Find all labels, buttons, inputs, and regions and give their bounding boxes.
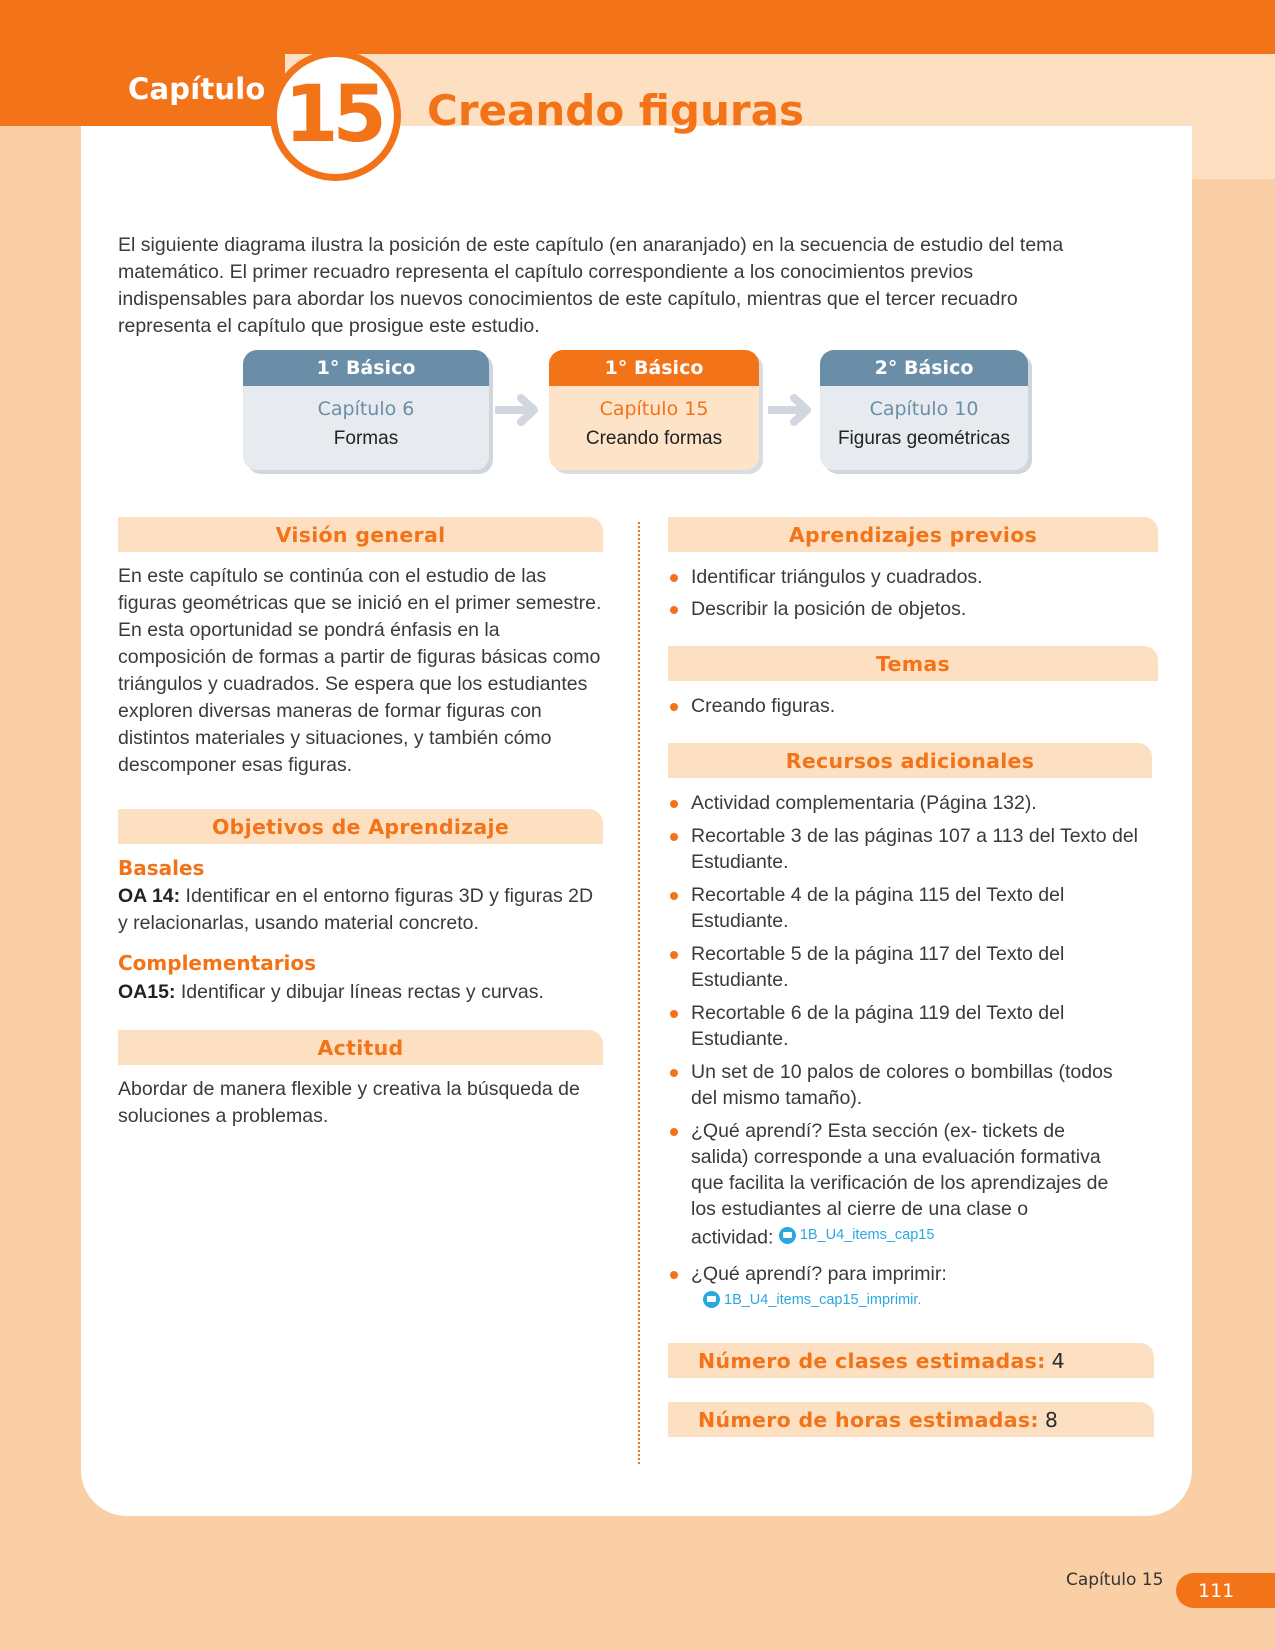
diagram-box-chapter: Capítulo 10 <box>869 398 979 420</box>
diagram-box-name: Creando formas <box>585 428 723 449</box>
folder-icon <box>779 1227 796 1244</box>
bullet-icon <box>670 1010 678 1018</box>
oa14-description: Identificar en el entorno figuras 3D y figuras 2D y relacionarlas, usando material concreto. <box>118 885 594 934</box>
intro-paragraph: El siguiente diagrama ilustra la posición de este capítulo (en anaranjado) en la secuencia de estudio del tema matemático. El primer recuadro representa el capítulo correspondiente a los conocimientos previos indispensables para abordar los nuevos conocimientos de este capítulo, mientras que el tercer recuadro representa el capítulo que prosigue este estudio. <box>118 234 1064 337</box>
basales-heading: Basales <box>118 856 205 880</box>
arrow-right-icon <box>768 393 814 427</box>
file-link-items-cap15-imprimir[interactable]: 1B_U4_items_cap15_imprimir. <box>703 1287 921 1313</box>
clases-label: Número de clases estimadas: <box>698 1348 1046 1373</box>
oa15-description: Identificar y dibujar líneas rectas y curvas. <box>175 981 544 1003</box>
clases-value: 4 <box>1051 1348 1065 1373</box>
section-header-recursos: Recursos adicionales <box>668 743 1152 778</box>
bullet-icon <box>670 892 678 900</box>
list-item: ¿Qué aprendí? Esta sección (ex- tickets de salida) corresponde a una evaluación formativa que facilita la verificación de los aprendizajes de los estudiantes al cierre de una clase o actividad: 1B_U4_items_cap15 <box>668 1118 1168 1251</box>
diagram-box-level: 2° Básico <box>820 350 1028 386</box>
oa15-label: OA15: <box>118 981 176 1003</box>
actitud-text: Abordar de manera flexible y creativa la búsqueda de soluciones a problemas. <box>118 1078 580 1127</box>
bullet-icon <box>670 1271 678 1279</box>
previos-list <box>668 564 1158 622</box>
bullet-icon <box>670 574 678 582</box>
list-item: Recortable 4 de la página 115 del Texto del Estudiante. <box>668 882 1168 934</box>
list-item: Actividad complementaria (Página 132). <box>668 790 1168 816</box>
list-item: ¿Qué aprendí? para imprimir: 1B_U4_items_cap15_imprimir. <box>668 1261 1168 1316</box>
bullet-icon <box>670 1069 678 1077</box>
bullet-icon <box>670 1128 678 1136</box>
diagram-box-previous <box>243 350 489 470</box>
bullet-icon <box>670 703 678 711</box>
section-header-actitud: Actitud <box>118 1030 603 1065</box>
list-item: Recortable 3 de las páginas 107 a 113 del Texto del Estudiante. <box>668 823 1168 875</box>
clases-estimadas <box>668 1343 1154 1378</box>
section-header-temas: Temas <box>668 646 1158 681</box>
bullet-icon <box>670 833 678 841</box>
horas-estimadas <box>668 1402 1154 1437</box>
list-item: Identificar triángulos y cuadrados. <box>668 564 1158 590</box>
diagram-box-level: 1° Básico <box>243 350 489 386</box>
list-item: Recortable 6 de la página 119 del Texto del Estudiante. <box>668 1000 1168 1052</box>
diagram-box-level: 1° Básico <box>549 350 759 386</box>
bullet-icon <box>670 800 678 808</box>
section-header-vision: Visión general <box>118 517 603 552</box>
list-item: Describir la posición de objetos. <box>668 596 1158 622</box>
section-header-previos: Aprendizajes previos <box>668 517 1158 552</box>
recursos-list <box>668 790 1168 1315</box>
chapter-word: Capítulo <box>128 72 266 106</box>
list-item: Recortable 5 de la página 117 del Texto del Estudiante. <box>668 941 1168 993</box>
diagram-box-current <box>549 350 759 470</box>
bullet-icon <box>670 606 678 614</box>
diagram-box-next <box>820 350 1028 470</box>
temas-list <box>668 693 1158 719</box>
oa15-text <box>118 979 603 1006</box>
horas-value: 8 <box>1044 1407 1059 1432</box>
section-header-objetivos: Objetivos de Aprendizaje <box>118 809 603 844</box>
oa14-text <box>118 883 603 937</box>
column-divider <box>638 522 640 1464</box>
arrow-right-icon <box>495 393 541 427</box>
list-item: Un set de 10 palos de colores o bombillas (todos del mismo tamaño). <box>668 1059 1168 1111</box>
diagram-box-chapter: Capítulo 6 <box>317 398 415 420</box>
complementarios-heading: Complementarios <box>118 951 317 975</box>
page-number: 111 <box>1198 1579 1235 1602</box>
file-link-items-cap15[interactable]: 1B_U4_items_cap15 <box>779 1222 935 1248</box>
header-band-orange <box>0 0 1275 54</box>
page-number-badge <box>1176 1573 1275 1608</box>
vision-text: En este capítulo se continúa con el estudio de las figuras geométricas que se inició en el primer semestre. En esta oportunidad se pondrá énfasis en la composición de formas a partir de figuras básicas como triángulos y cuadrados. Se espera que los estudiantes exploren diversas maneras de formar figuras con distintos materiales y situaciones, y también cómo descomponer esas figuras. <box>118 565 602 776</box>
folder-icon <box>703 1291 720 1308</box>
chapter-number-badge <box>270 50 401 181</box>
page-title: Creando figuras <box>427 86 804 135</box>
diagram-box-name: Formas <box>333 428 399 449</box>
chapter-number: 15 <box>284 69 381 160</box>
oa14-label: OA 14: <box>118 885 181 907</box>
bullet-icon <box>670 951 678 959</box>
diagram-box-name: Figuras geométricas <box>837 428 1011 449</box>
list-item: Creando figuras. <box>668 693 1158 719</box>
diagram-box-chapter: Capítulo 15 <box>599 398 709 420</box>
horas-label: Número de horas estimadas: <box>698 1407 1039 1432</box>
footer-chapter-label: Capítulo 15 <box>1066 1570 1164 1590</box>
